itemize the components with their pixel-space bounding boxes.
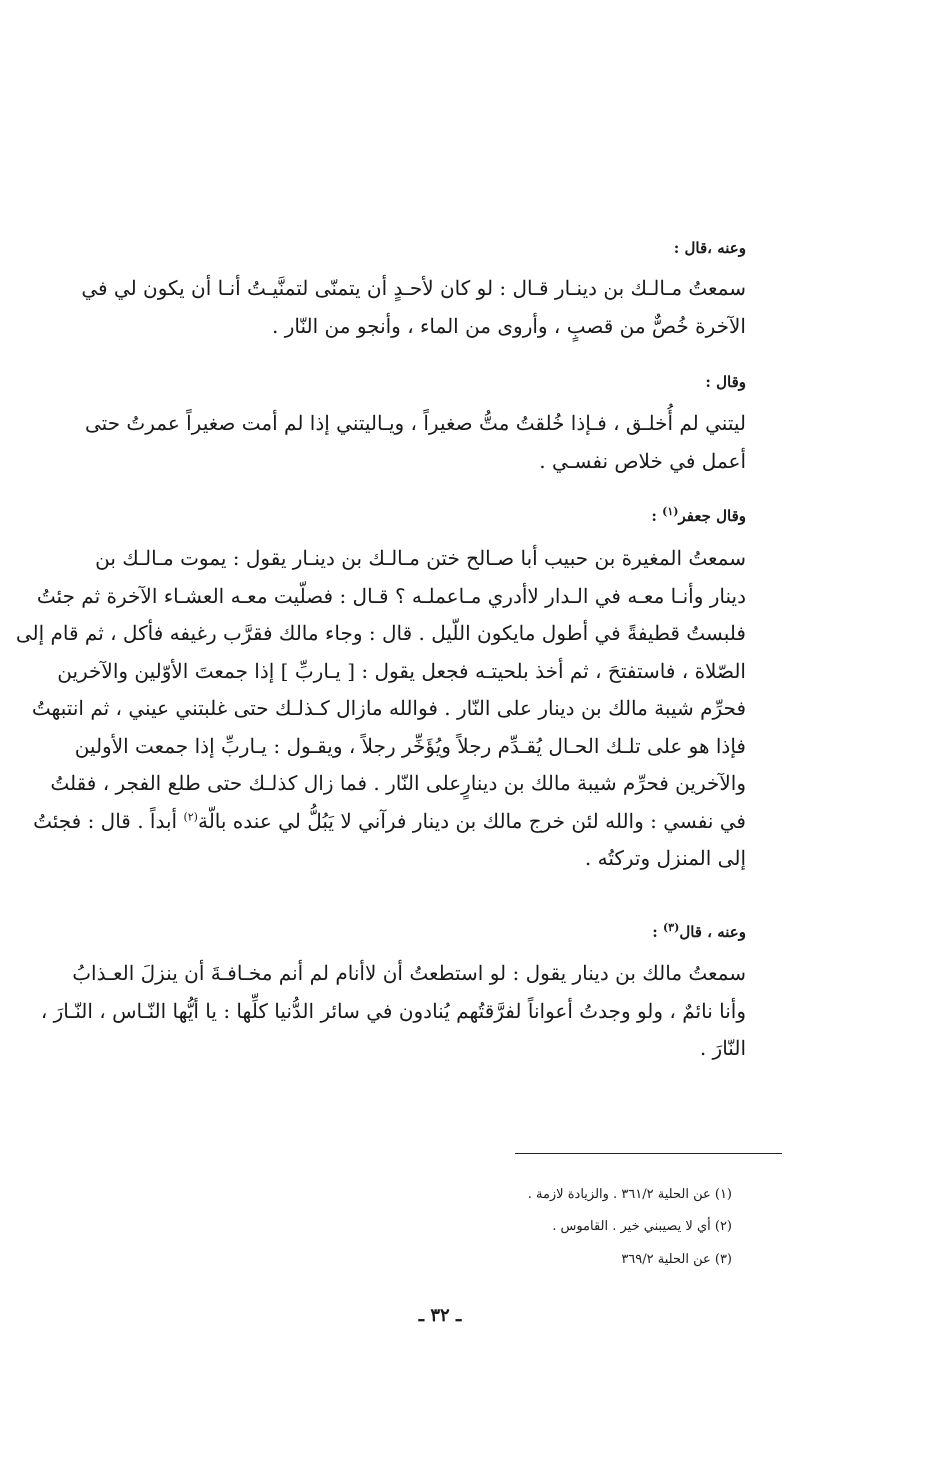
- text-line: وأنا نائمٌ ، ولو وجدتُ أعواناً لفرَّقتُهم يُنادون في سائر الدُّنيا كلِّها : يا أيُّها النّـاس ، النّـارَ ،: [40, 998, 746, 1023]
- paragraph: [15, 540, 746, 878]
- text-line: فحرِّم شيبة مالك بن دينار على النّار . فوالله مازال كـذلـك حتى غلبتني عيني ، ثم انتبهتُ: [31, 696, 746, 720]
- footnote-ref: (٣): [662, 921, 680, 934]
- heading-text: وعنه ، قال: [679, 923, 746, 941]
- text-line: والآخرين فحرِّم شيبة مالك بن دينارٍعلى النّار . فما زال كذلـك حتى طلع الفجر ، فقلتُ: [50, 771, 746, 795]
- footnote: (١) عن الحلية ٣٦١/٢ . والزيادة لازمة .: [527, 1187, 732, 1202]
- text-line: سمعتُ المغيرة بن حبيب أبا صـالح ختن مـالـك بن دينـار يقول : يموت مـالـك بن: [95, 546, 746, 570]
- text-line: سمعتُ مـالـك بن دينـار قـال : لو كان لأحـدٍ أن يتمنّى لتمنَّيـتُ أنـا أن يكون لي في: [81, 276, 746, 300]
- heading-text: وقال جعفر: [678, 507, 746, 525]
- paragraph: [81, 270, 746, 345]
- paragraph: [84, 405, 746, 480]
- text-line: إلى المنزل وتركتُه .: [584, 846, 746, 870]
- section-heading: وقال :: [705, 373, 746, 391]
- footnote-ref: (٢): [183, 809, 198, 823]
- footnote: (٢) أي لا يصيبني خير . القاموس .: [552, 1219, 732, 1234]
- text-line: فإذا هو على تلـك الحـال يُقـدِّم رجلاً ويُؤَخِّر رجلاً ، ويقـول : يـاربِّ إذا جمعت الأولين: [74, 733, 746, 758]
- section-heading: [651, 506, 746, 526]
- section-heading: [652, 922, 746, 942]
- line-text: في نفسي : والله لئن خرج مالك بن دينار فرآني لا يَبُلُّ لي عنده بالّة: [197, 808, 746, 833]
- text-line: الصّلاة ، فاستفتحَ ، ثم أخذ بلحيتـه فجعل يقول : [ يـاربِّ ] إذا جمعتَ الأوّلين والآخرين: [57, 658, 746, 683]
- paragraph: [40, 955, 746, 1068]
- text-line: فلبستُ قطيفةً في أطول مايكون اللّيل . قال : وجاء مالك فقرَّب رغيفه فأكل ، ثم قام إلى: [15, 621, 746, 645]
- section-heading: وعنه ،قال :: [673, 239, 746, 257]
- footnote: (٣) عن الحلية ٣٦٩/٢: [621, 1252, 732, 1267]
- text-line: النّارَ .: [699, 1036, 746, 1060]
- line-tail: أبداً . قال : فجئتُ: [33, 808, 184, 833]
- heading-tail: :: [651, 507, 663, 525]
- text-line: أعمل في خلاص نفسـي .: [539, 448, 746, 473]
- text-line: دينار وأنـا معـه في الـدار لاأدري مـاعملـه ؟ قـال : فصلّيت معـه العشـاء الآخرة ثم جئتُ: [36, 583, 746, 608]
- footnote-ref: (١): [662, 505, 679, 518]
- text-line: سمعتُ مالك بن دينار يقول : لو استطعتُ أن لاأنام لم أنم مخـافـةَ أن ينزلَ العـذابُ: [72, 961, 746, 985]
- heading-tail: :: [652, 923, 663, 941]
- text-line: الآخرة خُصٌّ من قصبٍ ، وأروى من الماء ، وأنجو من النّار .: [272, 313, 746, 338]
- text-line: [33, 803, 746, 841]
- text-line: ليتني لم أُخلـق ، فـإذا خُلقتُ متُّ صغيراً ، ويـاليتني إذا لم أمت صغيراً عمرتُ حتى: [84, 411, 746, 435]
- footnote-divider: [515, 1153, 782, 1154]
- page-number: ـ ٣٢ ـ: [418, 1305, 462, 1326]
